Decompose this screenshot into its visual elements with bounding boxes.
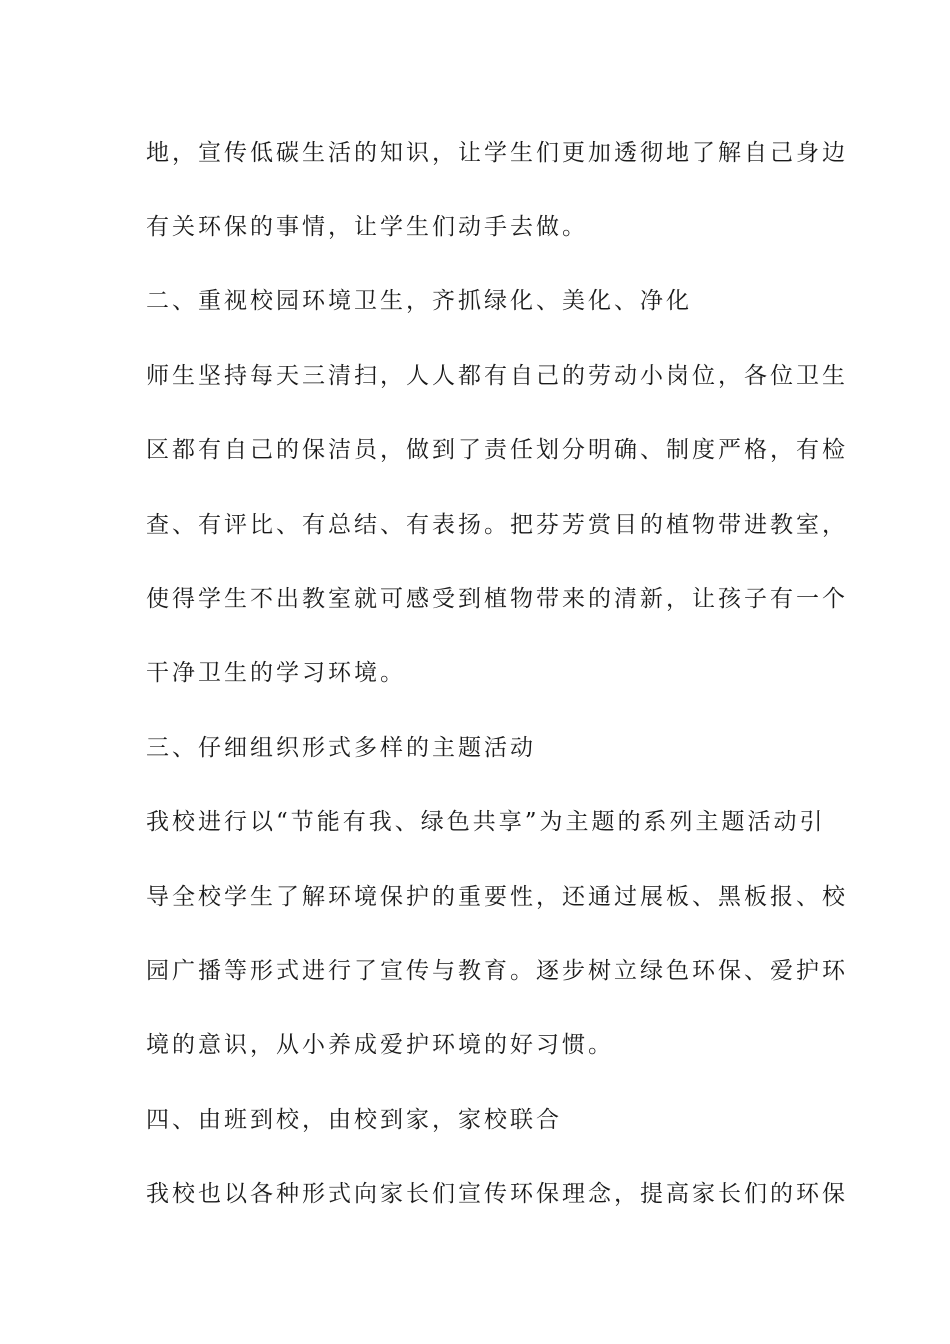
paragraph-line: 境的意识，从小养成爱护环境的好习惯。 [146,1032,614,1058]
paragraph-line: 地，宣传低碳生活的知识，让学生们更加透彻地了解自己身边 [146,140,848,166]
paragraph-line: 区都有自己的保洁员，做到了责任划分明确、制度严格，有检 [146,437,848,463]
paragraph-line: 师生坚持每天三清扫，人人都有自己的劳动小岗位，各位卫生 [146,363,848,389]
paragraph-line: 干净卫生的学习环境。 [146,660,406,686]
paragraph-line: 我校进行以“节能有我、绿色共享”为主题的系列主题活动引 [146,809,826,835]
section-heading: 四、由班到校，由校到家，家校联合 [146,1107,562,1133]
paragraph-line: 查、有评比、有总结、有表扬。把芬芳赏目的植物带进教室， [146,512,848,538]
paragraph-line: 有关环保的事情，让学生们动手去做。 [146,214,588,240]
section-heading: 三、仔细组织形式多样的主题活动 [146,735,536,761]
paragraph-line: 使得学生不出教室就可感受到植物带来的清新，让孩子有一个 [146,586,848,612]
section-heading: 二、重视校园环境卫生，齐抓绿化、美化、净化 [146,288,692,314]
paragraph-line: 园广播等形式进行了宣传与教育。逐步树立绿色环保、爱护环 [146,958,848,984]
paragraph-line: 导全校学生了解环境保护的重要性，还通过展板、黑板报、校 [146,884,848,910]
paragraph-line: 我校也以各种形式向家长们宣传环保理念，提高家长们的环保 [146,1181,848,1207]
